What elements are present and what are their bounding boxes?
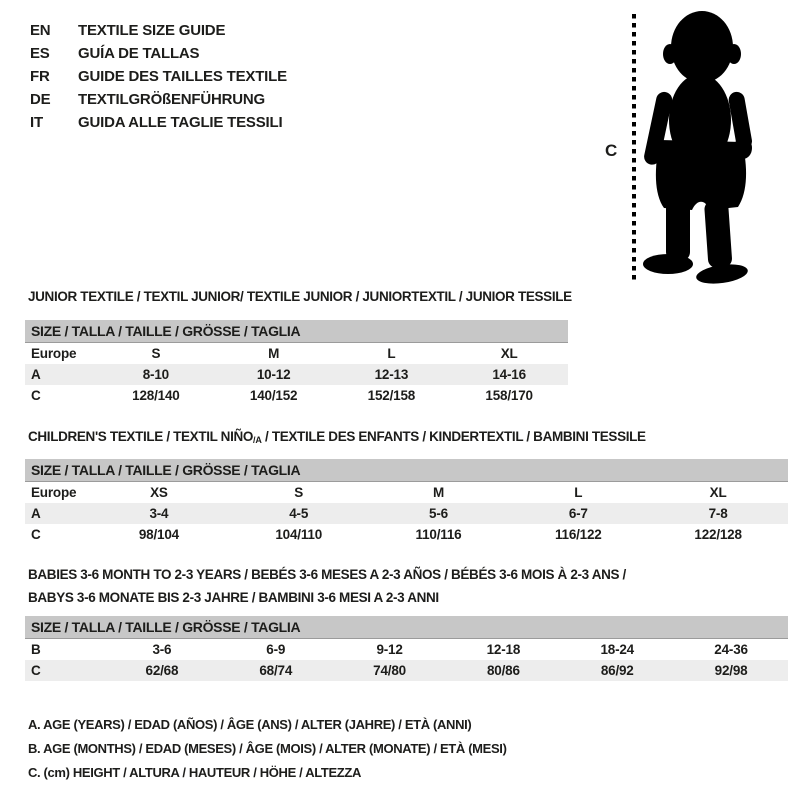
language-title: GUIDE DES TAILLES TEXTILE <box>78 68 287 85</box>
language-code: EN <box>30 22 51 39</box>
table-cell: 12-18 <box>486 642 521 657</box>
baby-silhouette-icon <box>643 11 754 287</box>
row-label: A <box>25 503 89 524</box>
measure-c-label: C <box>605 141 618 160</box>
table-cell: 6-9 <box>266 642 286 657</box>
size-header-bar: SIZE / TALLA / TAILLE / GRÖSSE / TAGLIA <box>25 459 788 482</box>
table-row <box>25 343 568 365</box>
table-cell: 6-7 <box>508 503 648 524</box>
row-label: Europe <box>31 485 77 500</box>
table-cell: 80/86 <box>446 660 560 681</box>
table-cell: 98/104 <box>138 527 179 542</box>
children-size-table <box>25 459 788 545</box>
footnote-b: B. AGE (MONTHS) / EDAD (MESES) / ÂGE (MOIS) / ALTER (MONATE) / ETÀ (MESI) <box>28 741 507 756</box>
table-row <box>25 385 568 406</box>
table-cell: XL <box>500 346 518 361</box>
table-row <box>25 616 788 639</box>
table-cell: 86/92 <box>560 660 674 681</box>
language-code: ES <box>30 45 50 62</box>
list-item <box>30 42 287 65</box>
table-cell: 14-16 <box>450 364 568 385</box>
table-row <box>25 320 568 343</box>
footnote-a: A. AGE (YEARS) / EDAD (AÑOS) / ÂGE (ANS) / ALTER (JAHRE) / ETÀ (ANNI) <box>28 717 472 732</box>
table-cell: 122/128 <box>694 527 742 542</box>
language-code: FR <box>30 68 50 85</box>
table-cell: S <box>294 485 304 500</box>
table-cell: 74/80 <box>333 660 447 681</box>
list-item <box>30 111 287 134</box>
table-cell: 110/116 <box>415 527 462 542</box>
language-title: TEXTILE SIZE GUIDE <box>78 22 226 39</box>
table-cell: 4-5 <box>229 503 369 524</box>
babies-heading-line1: BABIES 3-6 MONTH TO 2-3 YEARS / BEBÉS 3-6 MESES A 2-3 AÑOS / BÉBÉS 3-6 MOIS À 2-3 ANS / <box>28 567 626 582</box>
language-title: GUÍA DE TALLAS <box>78 45 200 62</box>
size-header-bar: SIZE / TALLA / TAILLE / GRÖSSE / TAGLIA <box>25 616 788 639</box>
size-header-bar: SIZE / TALLA / TAILLE / GRÖSSE / TAGLIA <box>25 320 568 343</box>
table-cell: L <box>387 346 396 361</box>
table-row <box>25 364 568 385</box>
footnote-c: C. (cm) HEIGHT / ALTURA / HAUTEUR / HÖHE / ALTEZZA <box>28 765 362 780</box>
row-label: C <box>31 388 41 403</box>
babies-section-heading <box>28 563 626 609</box>
language-code: IT <box>30 114 43 131</box>
table-cell: 62/68 <box>105 660 219 681</box>
row-label: C <box>25 660 105 681</box>
table-cell: 152/158 <box>367 388 416 403</box>
language-title: GUIDA ALLE TAGLIE TESSILI <box>78 114 283 131</box>
table-cell: M <box>432 485 445 500</box>
table-cell: 158/170 <box>485 388 533 403</box>
table-cell: XL <box>709 485 727 500</box>
table-cell: 10-12 <box>215 364 333 385</box>
list-item <box>30 88 287 111</box>
table-cell: 3-4 <box>89 503 229 524</box>
table-row <box>25 524 788 545</box>
junior-size-table <box>25 320 568 406</box>
table-cell: 92/98 <box>674 660 788 681</box>
footnotes <box>28 713 507 785</box>
table-cell: 7-8 <box>648 503 788 524</box>
row-label: A <box>25 364 97 385</box>
table-cell: 128/140 <box>132 388 180 403</box>
table-cell: L <box>574 485 583 500</box>
table-cell: 104/110 <box>275 527 323 542</box>
table-cell: 68/74 <box>219 660 333 681</box>
children-heading-text: / TEXTILE DES ENFANTS / KINDERTEXTIL / BAMBINI TESSILE <box>261 429 646 444</box>
children-heading-text: CHILDREN'S TEXTILE / TEXTIL NIÑO <box>28 429 254 444</box>
list-item <box>30 65 287 88</box>
language-title: TEXTILGRÖßENFÜHRUNG <box>78 91 266 108</box>
children-heading-subscript: /A <box>253 435 262 445</box>
babies-size-table <box>25 616 788 681</box>
table-cell: 140/152 <box>249 388 298 403</box>
table-row <box>25 459 788 482</box>
figure-baby-height <box>600 2 800 290</box>
table-row <box>25 639 788 661</box>
table-cell: S <box>151 346 161 361</box>
row-label: Europe <box>31 346 77 361</box>
table-cell: 116/122 <box>554 527 602 542</box>
language-code: DE <box>30 91 51 108</box>
table-row <box>25 503 788 524</box>
list-item <box>30 19 287 42</box>
table-cell: 18-24 <box>600 642 634 657</box>
table-cell: 5-6 <box>369 503 509 524</box>
table-row <box>25 482 788 504</box>
junior-section-heading: JUNIOR TEXTILE / TEXTIL JUNIOR/ TEXTILE JUNIOR / JUNIORTEXTIL / JUNIOR TESSILE <box>28 289 572 304</box>
row-label: C <box>31 527 41 542</box>
children-section-heading <box>28 429 646 445</box>
language-list <box>30 19 287 134</box>
table-row <box>25 660 788 681</box>
table-cell: 9-12 <box>376 642 403 657</box>
table-cell: XS <box>150 485 168 500</box>
table-cell: 12-13 <box>333 364 451 385</box>
row-label: B <box>31 642 41 657</box>
babies-heading-line2: BABYS 3-6 MONATE BIS 2-3 JAHRE / BAMBINI 3-6 MESI A 2-3 ANNI <box>28 590 439 605</box>
table-cell: M <box>268 346 280 361</box>
table-cell: 24-36 <box>714 642 748 657</box>
table-cell: 3-6 <box>152 642 172 657</box>
table-cell: 8-10 <box>97 364 215 385</box>
